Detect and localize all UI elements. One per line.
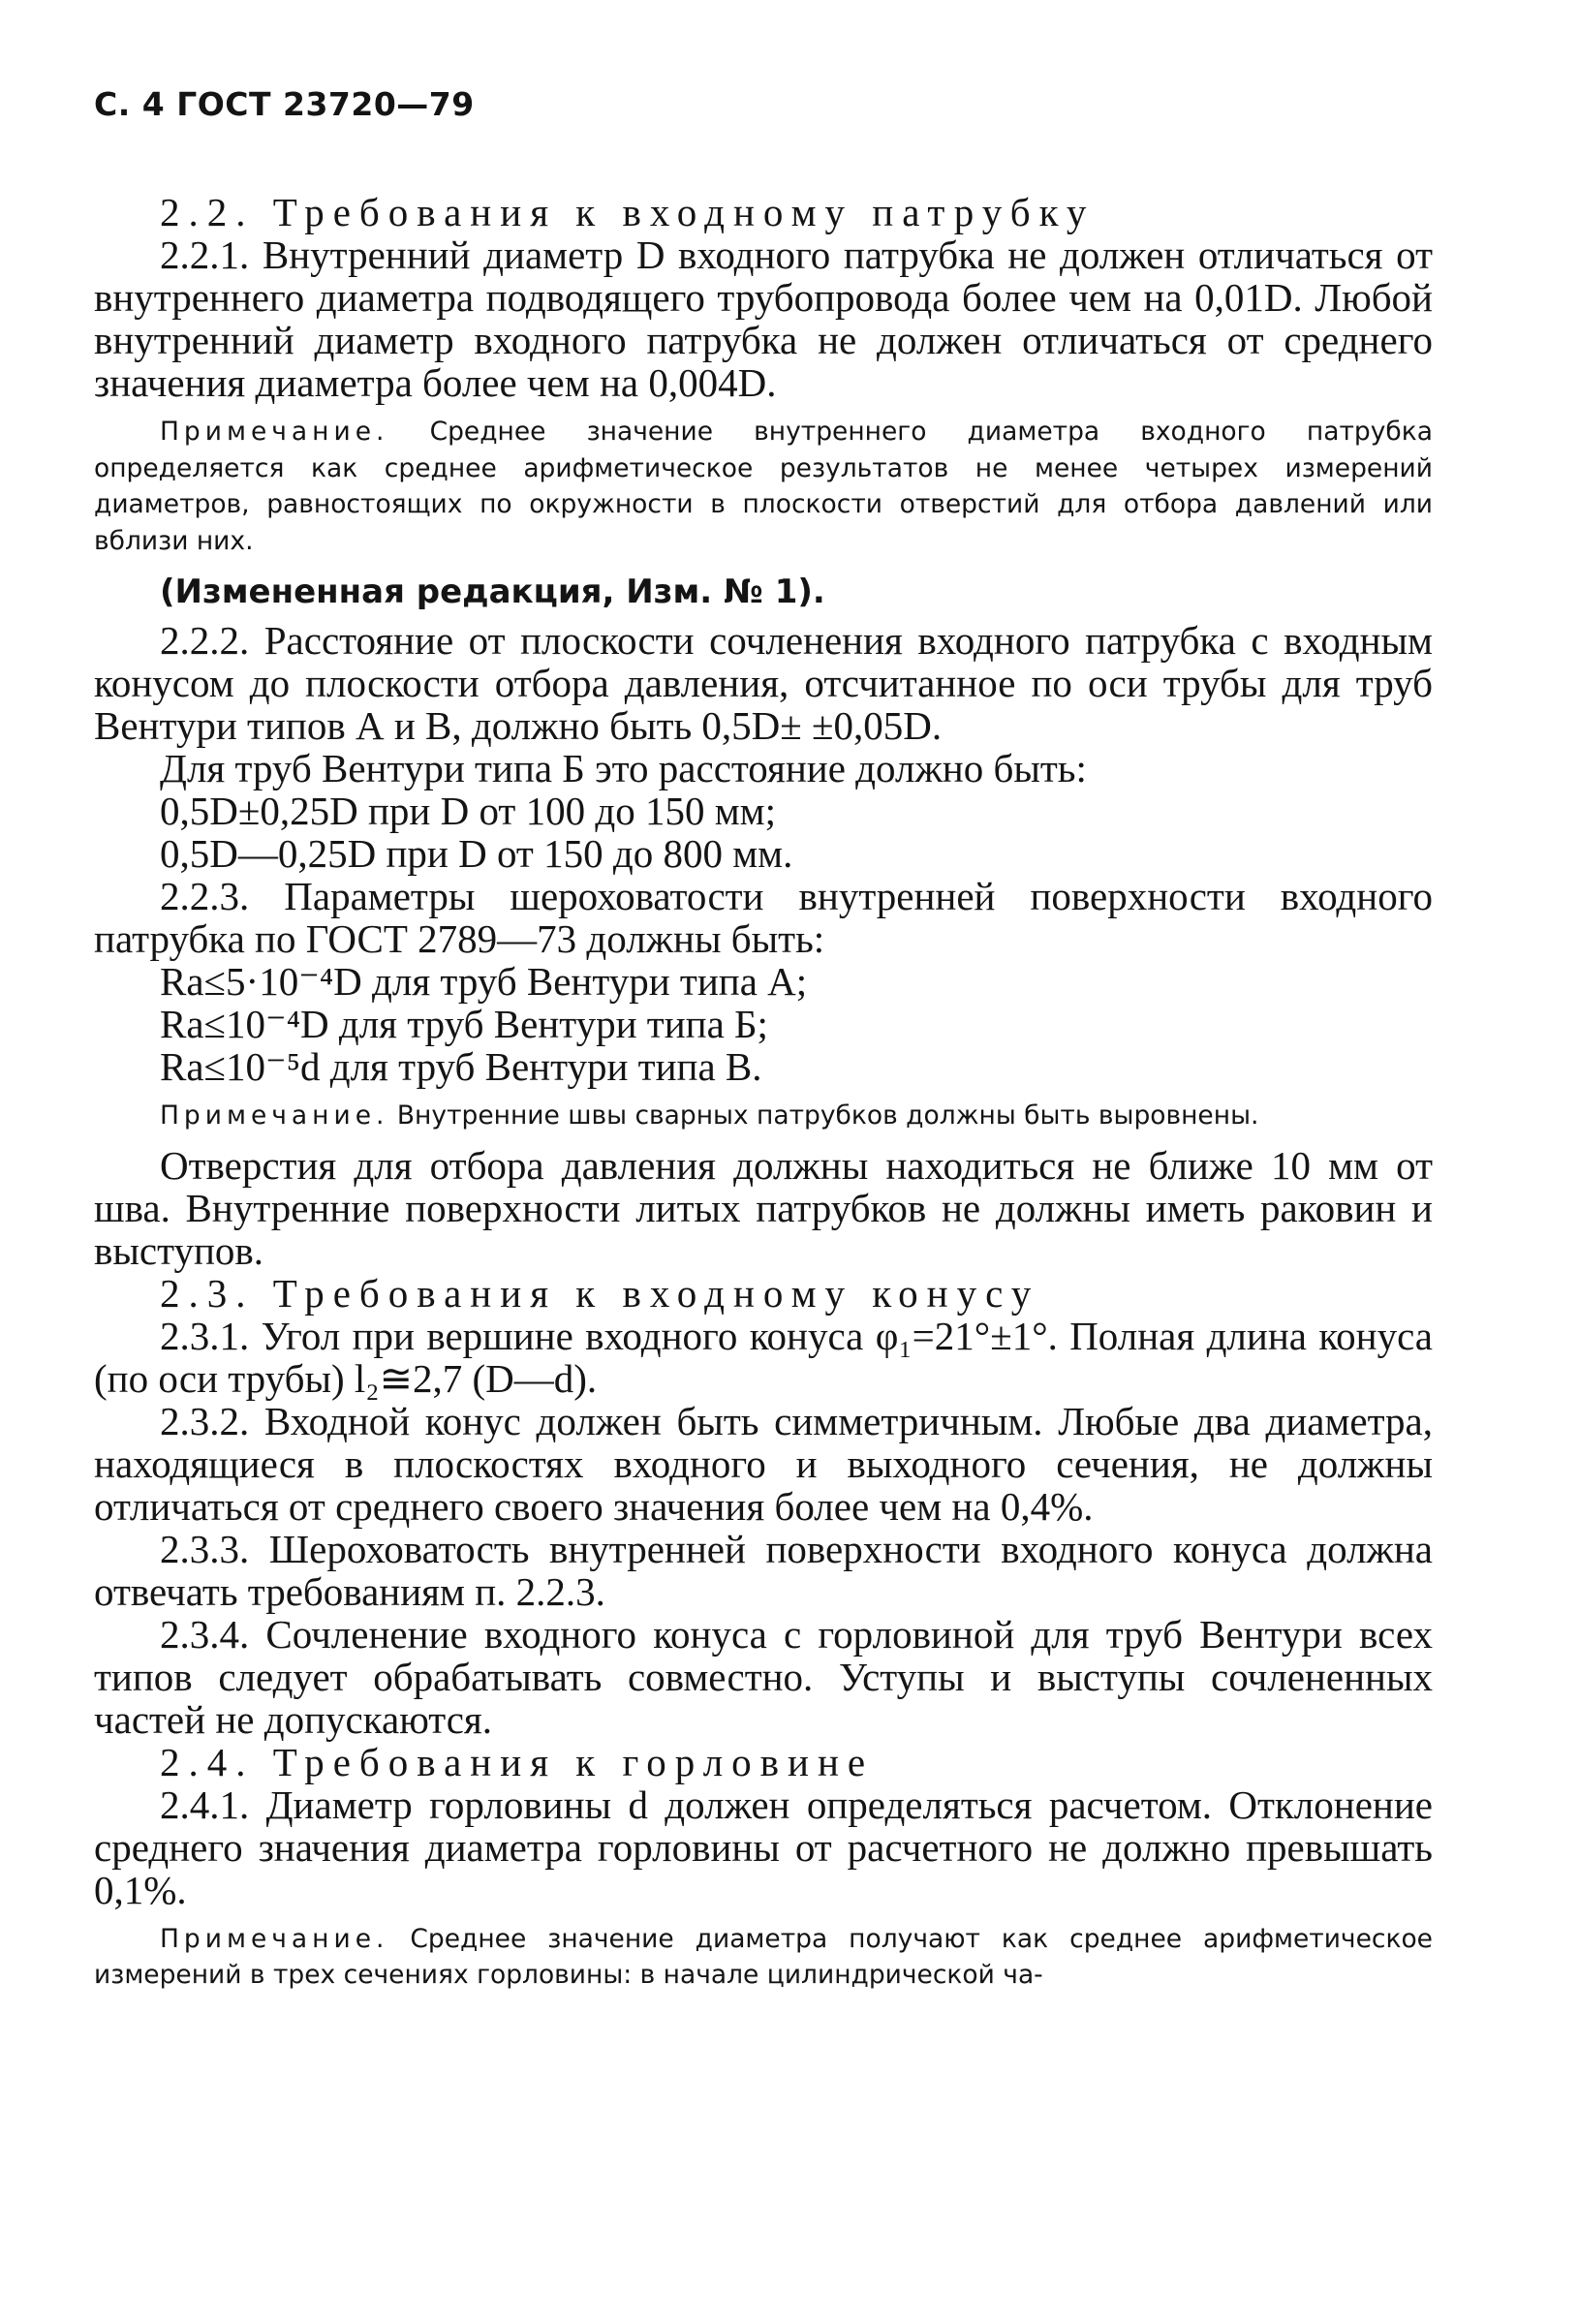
note-3-label: Примечание.: [160, 1923, 389, 1954]
note-1: [94, 414, 1433, 559]
paragraph-2-3-2: 2.3.2. Входной конус должен быть симметричным. Любые два диаметра, находящиеся в плоскостях входного и выходного сечения, не должны отличаться от среднего своего значения более чем на 0,4%.: [94, 1398, 1433, 1529]
paragraph-2-2-1: 2.2.1. Внутренний диаметр D входного патрубка не должен отличаться от внутреннего диаметра подводящего трубопровода более чем на 0,01D. Любой внутренний диаметр входного патрубка не должен отличаться от среднего значения диаметра более чем на 0,004D.: [94, 232, 1433, 405]
amendment-note: (Измененная редакция, Изм. № 1).: [160, 573, 825, 611]
paragraph-2-4-1: 2.4.1. Диаметр горловины d должен определяться расчетом. Отклонение среднего значения диаметра горловины от расчетного не должно превышать 0,1%.: [94, 1782, 1433, 1912]
paragraph-2-3-4: 2.3.4. Сочленение входного конуса с горловиной для труб Вентури всех типов следует обрабатывать совместно. Уступы и выступы сочлененных частей не допускаются.: [94, 1611, 1433, 1742]
page-header: С. 4 ГОСТ 23720—79: [94, 85, 475, 123]
paragraph-2-2-2-type-b: Для труб Вентури типа Б это расстояние должно быть:: [160, 746, 1087, 790]
paragraph-holes: Отверстия для отбора давления должны находиться не ближе 10 мм от шва. Внутренние поверхности литых патрубков не должны иметь раковин и выступов.: [94, 1142, 1433, 1273]
note-2: [94, 1098, 1433, 1134]
note-3: [94, 1921, 1433, 1994]
note-2-label: Примечание.: [160, 1100, 389, 1131]
note-2-text: Внутренние швы сварных патрубков должны быть выровнены.: [396, 1100, 1259, 1131]
paragraph-2-2-2-range-2: 0,5D—0,25D при D от 150 до 800 мм.: [160, 831, 793, 876]
roughness-type-a: Ra≤5·10⁻⁴D для труб Вентури типа А;: [160, 959, 808, 1004]
paragraph-2-2-3: 2.2.3. Параметры шероховатости внутренней поверхности входного патрубка по ГОСТ 2789—73 должны быть:: [94, 874, 1433, 961]
section-2-4-title: 2.4. Требования к горловине: [160, 1739, 875, 1784]
note-1-label: Примечание.: [160, 417, 389, 447]
roughness-type-b: Ra≤10⁻⁴D для труб Вентури типа Б;: [160, 1002, 768, 1046]
note-3-text: Среднее значение диаметра получают как среднее арифметическое измерений в трех сечениях горловины: в начале цилиндрической ча-: [94, 1923, 1433, 1990]
paragraph-2-2-2-range-1: 0,5D±0,25D при D от 100 до 150 мм;: [160, 789, 776, 833]
section-2-3-title: 2.3. Требования к входному конусу: [160, 1270, 1040, 1316]
paragraph-2-3-3: 2.3.3. Шероховатость внутренней поверхности входного конуса должна отвечать требованиям п. 2.2.3.: [94, 1526, 1433, 1614]
roughness-type-v: Ra≤10⁻⁵d для труб Вентури типа В.: [160, 1044, 762, 1089]
note-1-text: Среднее значение внутреннего диаметра входного патрубка определяется как среднее арифметическое результатов не менее четырех измерений диаметров, равностоящих по окружности в плоскости отверстий для отбора давлений или вблизи них.: [94, 417, 1433, 556]
paragraph-2-3-1: 2.3.1. Угол при вершине входного конуса φ₁=21°±1°. Полная длина конуса (по оси трубы) l₂≅2,7 (D—d).: [94, 1313, 1433, 1401]
paragraph-2-2-2: 2.2.2. Расстояние от плоскости сочленения входного патрубка с входным конусом до плоскости отбора давления, отсчитанное по оси трубы для труб Вентури типов А и В, должно быть 0,5D± ±0,05D.: [94, 618, 1433, 748]
section-2-2-title: 2.2. Требования к входному патрубку: [160, 190, 1096, 234]
